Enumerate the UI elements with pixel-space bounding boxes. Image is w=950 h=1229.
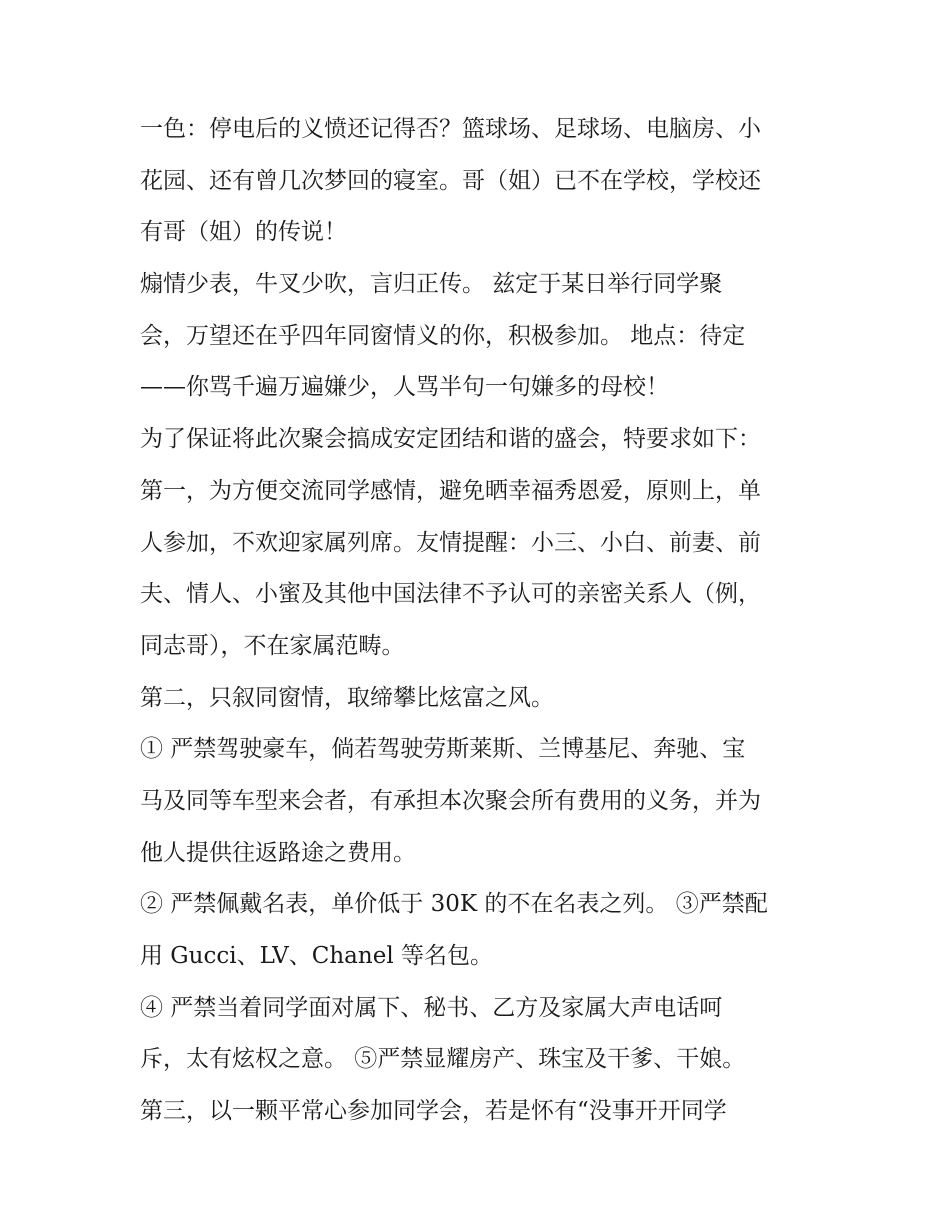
text-line: ——你骂千遍万遍嫌少，人骂半句一句嫌多的母校！ [140, 374, 669, 401]
text-line: 会，万望还在乎四年同窗情义的你，积极参加。 地点：待定 [140, 322, 746, 349]
text-line: ② 严禁佩戴名表，单价低于 30K 的不在名表之列。 ③严禁配 [140, 891, 768, 918]
text-line: 花园、还有曾几次梦回的寝室。哥（姐）已不在学校，学校还 [140, 167, 761, 194]
text-line: 为了保证将此次聚会搞成安定团结和谐的盛会，特要求如下： [140, 426, 761, 453]
text-line: 煽情少表，牛叉少吹，言归正传。 兹定于某日举行同学聚 [140, 271, 723, 298]
text-line: 一色：停电后的义愤还记得否？篮球场、足球场、电脑房、小 [140, 116, 761, 142]
text-line: 有哥（姐）的传说！ [140, 219, 347, 246]
text-line: ④ 严禁当着同学面对属下、秘书、乙方及家属大声电话呵 [140, 994, 723, 1021]
text-line: 第三，以一颗平常心参加同学会，若是怀有“没事开开同学 [140, 1098, 727, 1125]
text-line: 他人提供往返路途之费用。 [140, 839, 416, 866]
body-text [140, 104, 820, 1138]
text-line: 马及同等车型来会者，有承担本次聚会所有费用的义务，并为 [140, 787, 761, 814]
text-line: 斥，太有炫权之意。 ⑤严禁显耀房产、珠宝及干爹、干娘。 [140, 1046, 746, 1073]
text-line: 第一，为方便交流同学感情，避免晒幸福秀恩爱，原则上，单 [140, 477, 761, 504]
text-line: 人参加，不欢迎家属列席。友情提醒：小三、小白、前妻、前 [140, 529, 761, 556]
text-line: ① 严禁驾驶豪车，倘若驾驶劳斯莱斯、兰博基尼、奔驰、宝 [140, 736, 746, 763]
text-line: 夫、情人、小蜜及其他中国法律不予认可的亲密关系人（例， [140, 581, 761, 608]
text-line: 同志哥），不在家属范畴。 [140, 632, 405, 659]
text-line: 第二，只叙同窗情，取缔攀比炫富之风。 [140, 684, 554, 711]
text-line: 用 Gucci、LV、Chanel 等名包。 [140, 943, 493, 969]
